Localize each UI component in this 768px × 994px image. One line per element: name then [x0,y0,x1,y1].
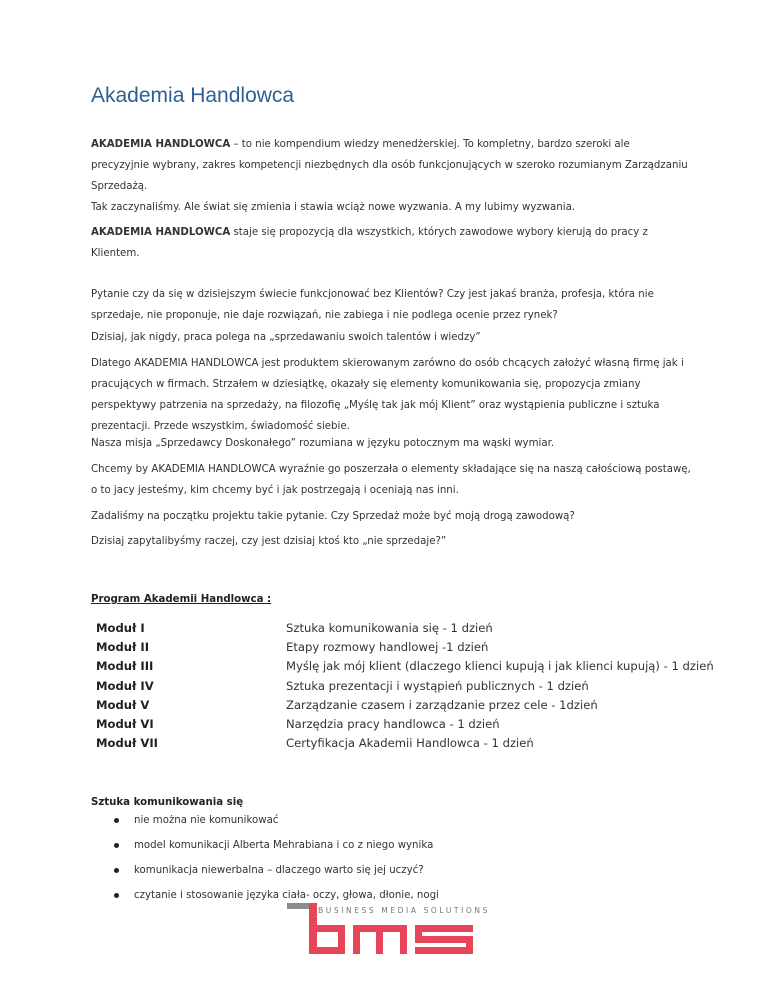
paragraph-product: Dlatego AKADEMIA HANDLOWCA jest produktem skierowanym zarówno do osób chcących założyć własną firmę jak i pracujących w firmach. Strzałem w dziesiątkę, okazały się elementy komunikowania się, propozycja zmiany perspektywy patrzenia na sprzedaży, na filozofię „Myślę tak jak mój Klient” oraz wystąpienia publiczne i sztuka prezentacji. Przede wszystkim, świadomość siebie. [91,358,684,432]
list-item [108,833,439,858]
logo-letter-m [353,925,407,954]
table-row [91,676,714,695]
list-item [108,858,439,883]
module-description: Certyfikacja Akademii Handlowca - 1 dzień [286,736,534,751]
module-description: Myślę jak mój klient (dlaczego klienci kupują i jak klienci kupują) - 1 dzień [286,659,714,674]
program-heading: Program Akademii Handlowca : [91,594,272,605]
module-name: Moduł II [96,639,150,654]
intro-paragraph-text: – to nie kompendium wiedzy menedżerskiej. To kompletny, bardzo szeroki ale precyzyjnie wybrany, zakres kompetencji niezbędnych dla osób funkcjonujących w szeroko rozumianym Zarządzaniu Sprzedażą. [91,139,688,192]
module-description: Sztuka prezentacji i wystąpień publicznych - 1 dzień [286,678,589,693]
bullet-icon [114,893,119,898]
module-description: Zarządzanie czasem i zarządzanie przez cele - 1dzień [286,697,598,712]
module-name: Moduł III [96,659,154,674]
module-name: Moduł IV [96,678,154,693]
paragraph-goal: Chcemy by AKADEMIA HANDLOWCA wyraźnie go poszerzała o elementy składające się na naszą całościową postawę, o to jacy jesteśmy, kim chcemy być i jak postrzegają i oceniają nas inni. [91,464,691,496]
paragraph-start-question: Zadaliśmy na początku projektu takie pytanie. Czy Sprzedaż może być moją drogą zawodową? [91,511,575,522]
module-name: Moduł VII [96,736,158,751]
list-item-text: komunikacja niewerbalna – dlaczego warto się jej uczyć? [134,865,424,876]
intro-paragraph [91,134,691,197]
communication-list [108,808,439,908]
paragraph-proposal [91,222,691,264]
bullet-icon [114,843,119,848]
paragraph-beginning: Tak zaczynaliśmy. Ale świat się zmienia i stawia wciąż nowe wyzwania. A my lubimy wyzwania. [91,202,576,213]
paragraph-today-question: Dzisiaj zapytalibyśmy raczej, czy jest dzisiaj ktoś kto „nie sprzedaje?” [91,536,447,547]
module-name: Moduł V [96,697,150,712]
table-row [91,657,714,676]
module-name: Moduł I [96,620,145,635]
paragraph-mission: Nasza misja „Sprzedawcy Doskonałego” rozumiana w języku potocznym ma wąski wymiar. [91,438,555,449]
paragraph-today: Dzisiaj, jak nigdy, praca polega na „sprzedawaniu swoich talentów i wiedzy” [91,332,481,343]
table-row [91,695,714,714]
paragraph-proposal-text: staje się propozycją dla wszystkich, których zawodowe wybory kierują do pracy z Klientem. [91,227,648,259]
module-name: Moduł VI [96,717,154,732]
logo-letter-s [415,925,473,954]
module-description: Etapy rozmowy handlowej -1 dzień [286,639,489,654]
page-title: Akademia Handlowca [91,84,295,107]
table-row [91,618,714,637]
module-description: Narzędzia pracy handlowca - 1 dzień [286,717,500,732]
list-item [108,808,439,833]
logo-tagline: BUSINESS MEDIA SOLUTIONS [318,906,490,915]
brand-name-bold: AKADEMIA HANDLOWCA [91,139,231,150]
table-row [91,714,714,733]
table-row [91,734,714,753]
list-item-text: nie można nie komunikować [134,815,279,826]
module-description: Sztuka komunikowania się - 1 dzień [286,620,493,635]
bullet-icon [114,868,119,873]
paragraph-question: Pytanie czy da się w dzisiejszym świecie funkcjonować bez Klientów? Czy jest jakaś branża, profesja, która nie sprzedaje, nie proponuje, nie daje rozwiązań, nie zabiega i nie podlega ocenie przez rynek? [91,289,654,321]
program-modules-table [91,618,714,753]
list-item-text: model komunikacji Alberta Mehrabiana i co z niego wynika [134,840,434,851]
table-row [91,637,714,656]
brand-name-bold: AKADEMIA HANDLOWCA [91,227,231,238]
bullet-icon [114,818,119,823]
list-item-text: czytanie i stosowanie języka ciała- oczy, głowa, dłonie, nogi [134,890,439,901]
communication-heading: Sztuka komunikowania się [91,797,244,808]
